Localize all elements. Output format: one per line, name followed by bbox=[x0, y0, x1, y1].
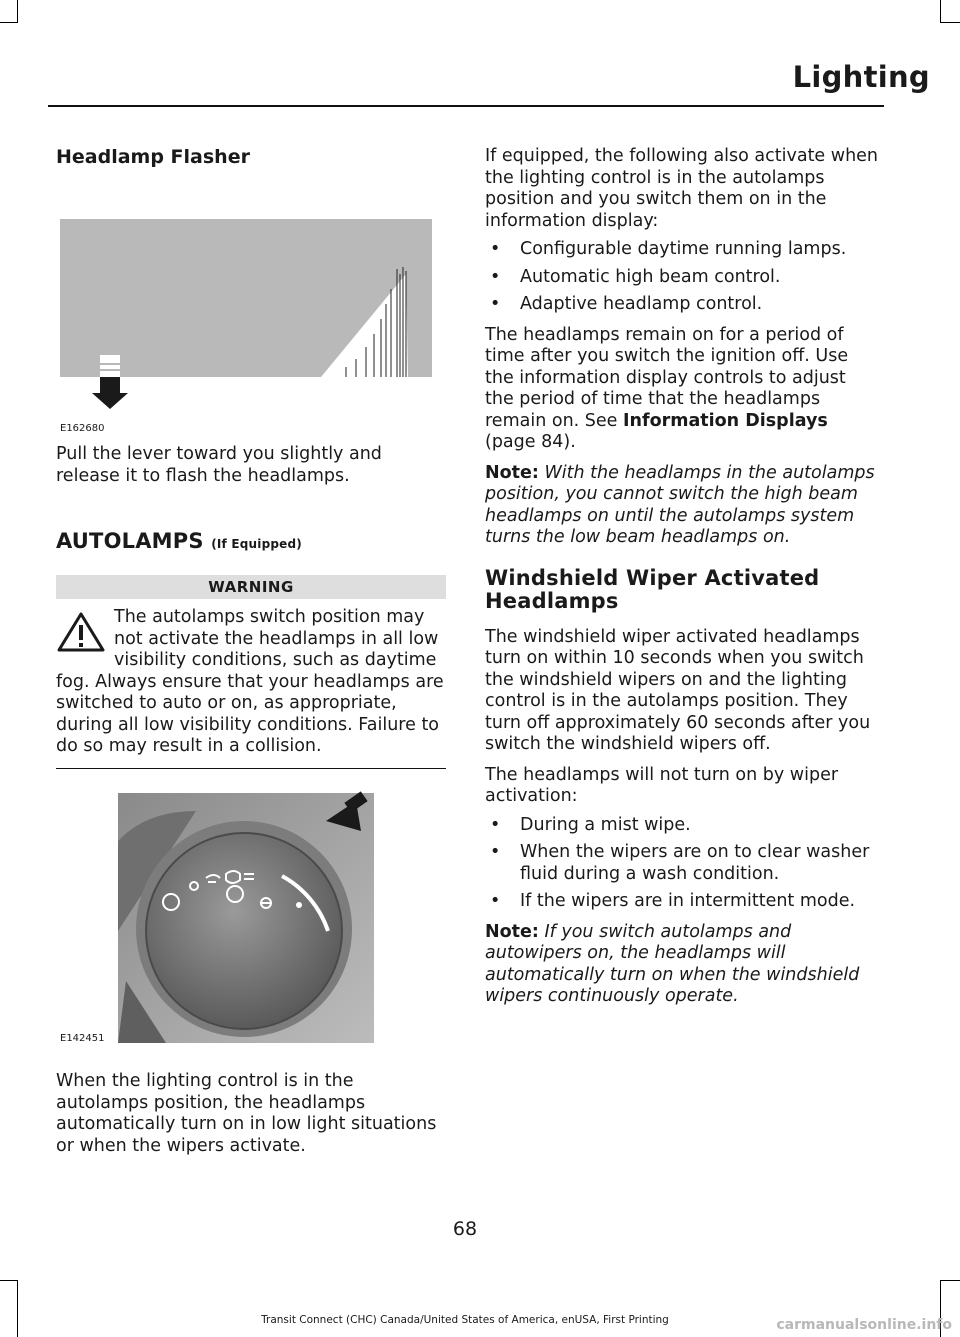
warning-divider bbox=[56, 768, 446, 770]
note-text: If you switch autolamps and autowipers on, the headlamps will automatically turn on when the windshield wipers continuously operate. bbox=[485, 921, 860, 1006]
down-arrow-icon bbox=[92, 377, 128, 409]
warning-banner: WARNING bbox=[56, 575, 446, 599]
list-item: • When the wipers are on to clear washer fluid during a wash condition. bbox=[485, 842, 880, 885]
list-item: • Adaptive headlamp control. bbox=[485, 294, 880, 316]
autolamps-heading bbox=[56, 529, 446, 553]
list-item: • During a mist wipe. bbox=[485, 815, 880, 837]
autolamps-heading-text: AUTOLAMPS bbox=[56, 529, 204, 553]
page-reference: (page 84). bbox=[485, 432, 576, 452]
if-equipped-label: (If Equipped) bbox=[211, 537, 302, 551]
headlamp-flasher-heading: Headlamp Flasher bbox=[56, 146, 250, 168]
lighting-control-figure bbox=[56, 781, 446, 1051]
crop-mark bbox=[940, 0, 941, 22]
left-column bbox=[56, 146, 446, 1157]
footer-text: Transit Connect (CHC) Canada/United States of America, enUSA, First Printing bbox=[261, 1314, 669, 1326]
figure-code: E162680 bbox=[60, 423, 105, 434]
wiper-exceptions-intro: The headlamps will not turn on by wiper activation: bbox=[485, 764, 839, 806]
note-paragraph bbox=[485, 922, 880, 1008]
lighting-control-illustration bbox=[56, 781, 436, 1043]
crop-mark bbox=[0, 22, 18, 23]
warning-body bbox=[56, 607, 446, 758]
page-number: 68 bbox=[452, 1218, 478, 1240]
crop-mark bbox=[0, 1280, 18, 1281]
wiper-headlamps-description: The windshield wiper activated headlamps turn on within 10 seconds when you switch the windshield wipers on and the lighting control is in the autolamps position. They turn off approximately 60 seconds after you switch the windshield wipers off. bbox=[485, 626, 871, 754]
autolamps-description: When the lighting control is in the autolamps position, the headlamps automatically turn on in low light situations or when the wipers activate. bbox=[56, 1071, 437, 1156]
warning-text: The autolamps switch position may not activate the headlamps in all low visibility conditions, such as daytime fog. Always ensure that your headlamps are switched to auto or on, as appropriate, during all low visibility conditions. Failure to do so may result in a collision. bbox=[56, 607, 444, 756]
list-item: • Configurable daytime running lamps. bbox=[485, 239, 880, 261]
autolamps-intro: If equipped, the following also activate when the lighting control is in the autolamps position and you switch them on in the information display: bbox=[485, 146, 879, 231]
right-column bbox=[485, 146, 880, 1008]
wiper-exceptions-list bbox=[485, 815, 880, 913]
note-label: Note: bbox=[485, 462, 539, 483]
note-paragraph bbox=[485, 463, 880, 549]
section-title: Lighting bbox=[792, 60, 930, 94]
headlamp-flasher-figure bbox=[56, 219, 446, 439]
list-item: • Automatic high beam control. bbox=[485, 267, 880, 289]
list-item: • If the wipers are in intermittent mode. bbox=[485, 891, 880, 913]
watermark: carmanualsonline.info bbox=[776, 1317, 952, 1333]
crop-mark bbox=[17, 1280, 18, 1337]
warning-triangle-icon bbox=[56, 611, 106, 653]
note-label: Note: bbox=[485, 921, 539, 942]
crop-mark bbox=[17, 0, 18, 22]
headlamp-flasher-text: Pull the lever toward you slightly and release it to flash the headlamps. bbox=[56, 444, 382, 486]
headlamps-remain-paragraph bbox=[485, 325, 880, 454]
note-text: With the headlamps in the autolamps position, you cannot switch the high beam headlamps on until the autolamps system turns the low beam headlamps on. bbox=[485, 462, 875, 547]
wiper-headlamps-heading: Windshield Wiper Activated Headlamps bbox=[485, 565, 820, 613]
remain-text: The headlamps remain on for a period of time after you switch the ignition off. Use the information display controls to adjust the period of time that the headlamps remain on. See bbox=[485, 324, 849, 431]
figure-code: E142451 bbox=[60, 1033, 105, 1044]
crop-mark bbox=[940, 1280, 960, 1281]
header-divider bbox=[48, 105, 884, 107]
information-displays-link[interactable]: Information Displays bbox=[623, 410, 828, 431]
crop-mark bbox=[940, 22, 960, 23]
feature-list bbox=[485, 239, 880, 316]
lever-illustration bbox=[56, 219, 436, 439]
